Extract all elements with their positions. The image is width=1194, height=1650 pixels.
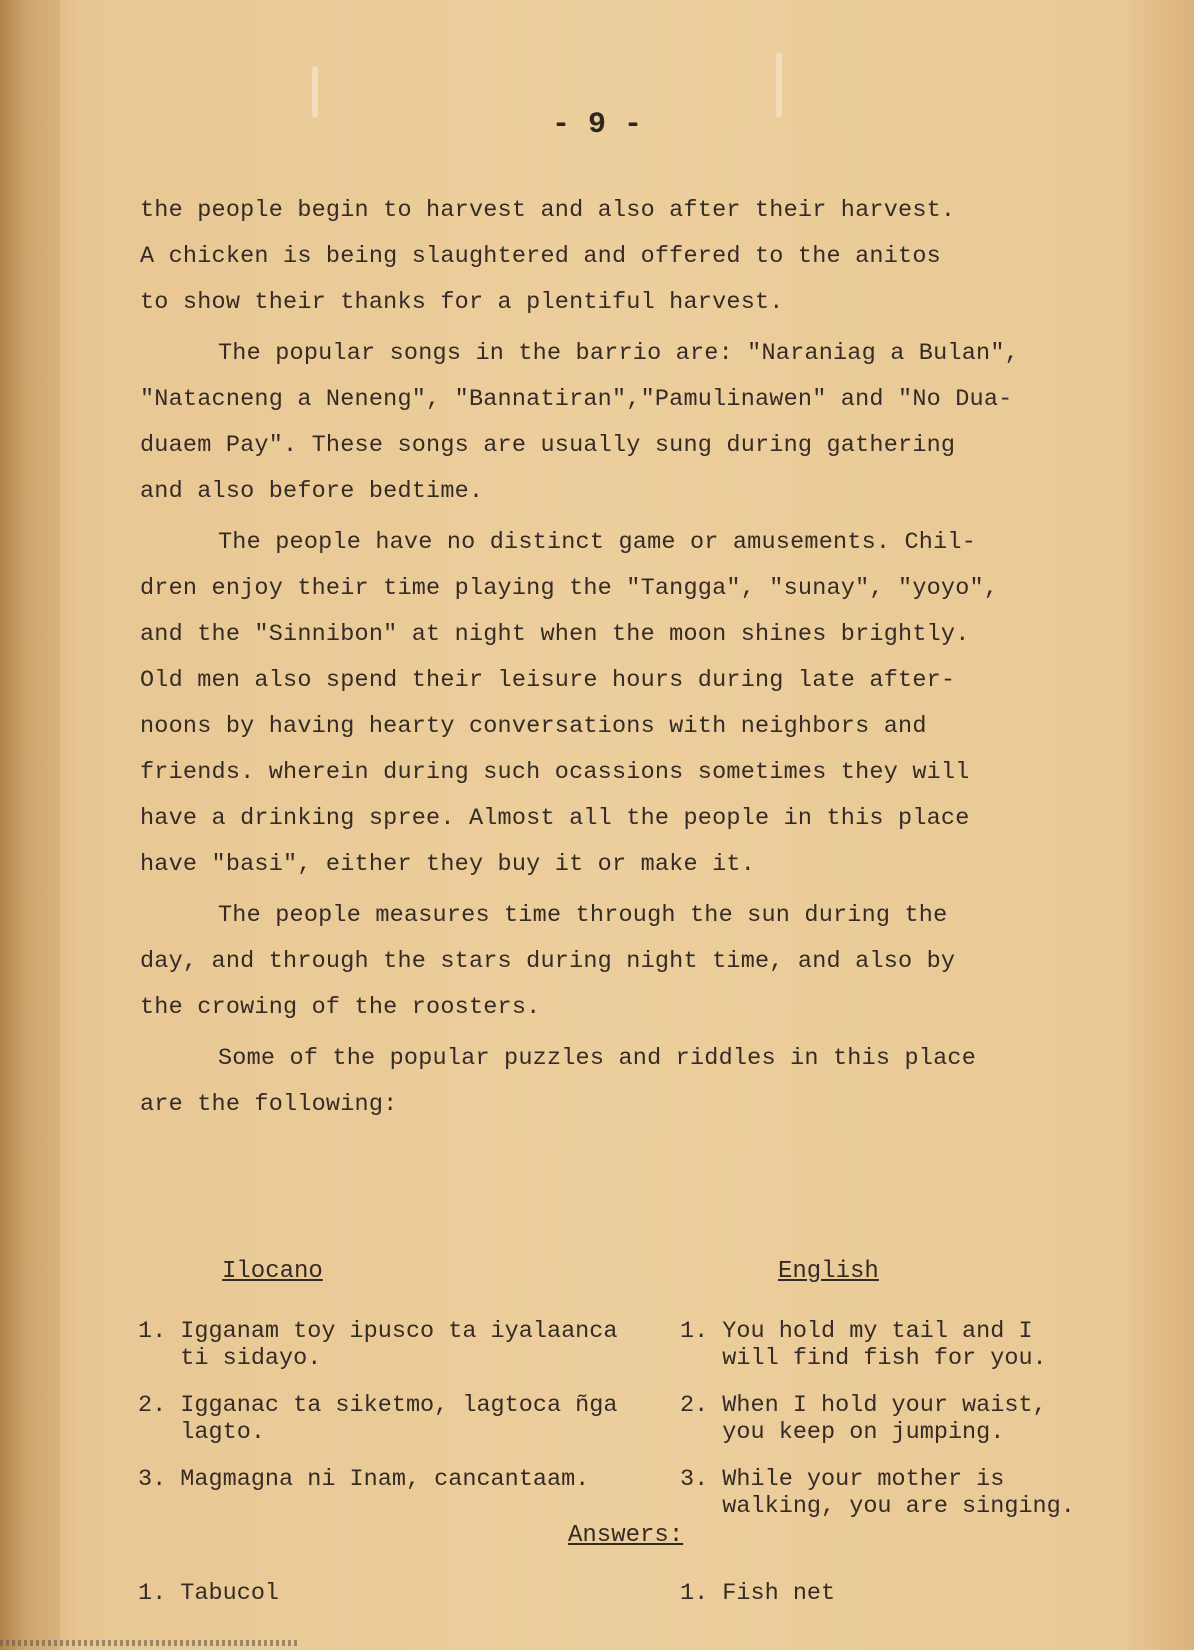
- text-line: "Natacneng a Neneng", "Bannatiran","Pamulinawen" and "No Dua-: [140, 386, 1013, 413]
- page-shadow: [0, 0, 60, 1650]
- text-line: The popular songs in the barrio are: "Naraniag a Bulan",: [218, 340, 1019, 367]
- text-line: have a drinking spree. Almost all the people in this place: [140, 805, 970, 832]
- text-line: the people begin to harvest and also after their harvest.: [140, 197, 956, 224]
- text-line: have "basi", either they buy it or make it.: [140, 851, 755, 878]
- text-line: day, and through the stars during night time, and also by: [140, 948, 956, 975]
- riddle-ilocano-3: [138, 1466, 589, 1493]
- answers-heading: Answers:: [568, 1522, 684, 1549]
- riddle-english-1: [680, 1318, 1047, 1372]
- text-line: the crowing of the roosters.: [140, 994, 541, 1021]
- riddle-line: 3. While your mother is: [680, 1466, 1005, 1493]
- riddle-line: will find fish for you.: [680, 1345, 1047, 1372]
- riddle-english-3: [680, 1466, 1075, 1520]
- text-line: Old men also spend their leisure hours during late after-: [140, 667, 956, 694]
- text-line: and also before bedtime.: [140, 478, 484, 505]
- riddle-english-2: [680, 1392, 1047, 1446]
- riddle-line: 1. You hold my tail and I: [680, 1318, 1033, 1345]
- text-line: are the following:: [140, 1091, 398, 1118]
- text-line: dren enjoy their time playing the "Tangga", "sunay", "yoyo",: [140, 575, 999, 602]
- riddle-line: 2. When I hold your waist,: [680, 1392, 1047, 1419]
- riddle-line: walking, you are singing.: [680, 1493, 1075, 1520]
- text-line: The people have no distinct game or amusements. Chil-: [218, 529, 977, 556]
- footer-scan-mark: [0, 1640, 300, 1646]
- riddle-ilocano-2: [138, 1392, 617, 1446]
- text-line: and the "Sinnibon" at night when the moon shines brightly.: [140, 621, 970, 648]
- riddle-line: ti sidayo.: [138, 1345, 322, 1372]
- riddle-line: 2. Igganac ta siketmo, lagtoca ñga: [138, 1392, 618, 1419]
- text-line: noons by having hearty conversations with neighbors and: [140, 713, 927, 740]
- answer-english-1: 1. Fish net: [680, 1580, 836, 1607]
- text-line: friends. wherein during such ocassions sometimes they will: [140, 759, 970, 786]
- ilocano-heading: Ilocano: [222, 1258, 323, 1285]
- text-line: to show their thanks for a plentiful harvest.: [140, 289, 784, 316]
- riddle-line: lagto.: [138, 1419, 265, 1446]
- english-heading: English: [778, 1258, 879, 1285]
- text-line: duaem Pay". These songs are usually sung during gathering: [140, 432, 956, 459]
- text-line: A chicken is being slaughtered and offered to the anitos: [140, 243, 941, 270]
- riddle-line: 3. Magmagna ni Inam, cancantaam.: [138, 1466, 590, 1493]
- body-text: [140, 188, 1100, 1128]
- riddle-ilocano-1: [138, 1318, 617, 1372]
- riddle-line: you keep on jumping.: [680, 1419, 1005, 1446]
- page-number: - 9 -: [551, 108, 642, 142]
- text-line: The people measures time through the sun during the: [218, 902, 948, 929]
- answer-ilocano-1: 1. Tabucol: [138, 1580, 280, 1607]
- text-line: Some of the popular puzzles and riddles in this place: [218, 1045, 977, 1072]
- riddle-line: 1. Igganam toy ipusco ta iyalaanca: [138, 1318, 618, 1345]
